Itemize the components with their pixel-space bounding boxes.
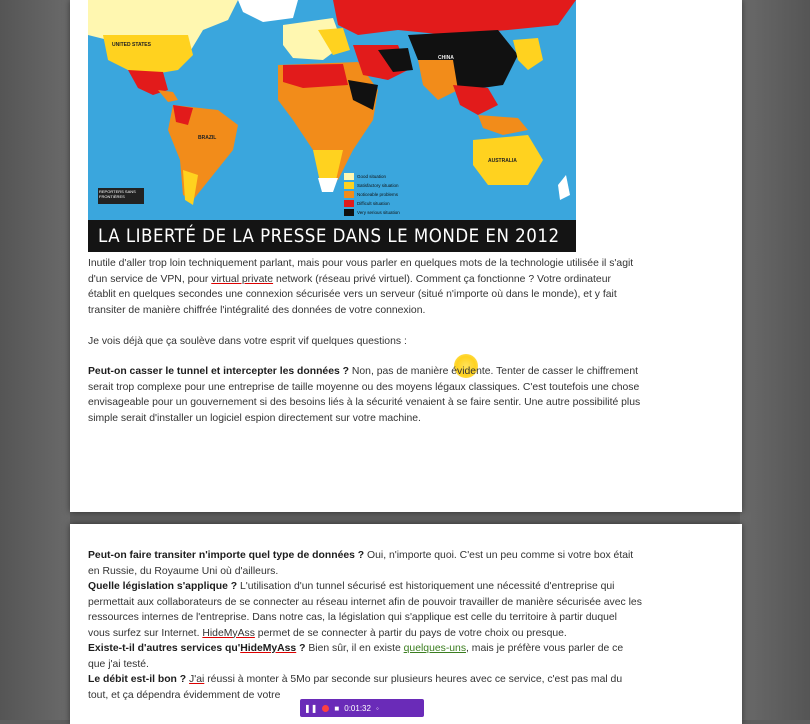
- paragraph-vpn-intro: Inutile d'aller trop loin techniquement parlant, mais pour vous parler en quelques mots de la technologie utilisée il s'agit d'un service de VPN, pour virtual private network (réseau privé virtuel). Comment ça fonctionne ? Votre ordinateur établit en quelques secondes une connexion sécurisée vers un serveur (situé n'importe où dans le monde), et y fait transiter de manière chiffrée l'intégralité des données de votre connexion.: [88, 258, 634, 316]
- world-map-graphic: [88, 0, 576, 252]
- label-australia: AUSTRALIA: [488, 158, 517, 164]
- paragraph-questions-intro: Je vois déjà que ça soulève dans votre esprit vif quelques questions :: [88, 336, 407, 347]
- legend-item: Noticeable problems: [344, 190, 448, 198]
- virtual-private-link[interactable]: virtual private: [211, 273, 274, 285]
- legend-item: Difficult situation: [344, 199, 448, 207]
- document-page-2: [70, 524, 742, 724]
- map-legend: [344, 172, 448, 217]
- hidemyass-link[interactable]: HideMyAss: [202, 627, 255, 639]
- hidemyass-link-2[interactable]: HideMyAss: [240, 643, 297, 654]
- jai-link: J'ai: [189, 674, 205, 685]
- label-brazil: BRAZIL: [198, 135, 217, 141]
- label-china: CHINA: [438, 55, 454, 61]
- pause-icon[interactable]: ❚❚: [304, 703, 318, 713]
- faq-section: Peut-on faire transiter n'importe quel type de données ? Oui, n'importe quoi. C'est un peu comme si votre box était en Russie, du Royaume Uni où d'ailleurs. Quelle législation s'applique ? L'utilisation d'un tunnel sécurisé est historiquement une nécessité d'entreprise qui permettait aux collaborateurs de se connecter au réseau internet afin de pouvoir travailler de manière sécurisée avec les ressources internes de l'entreprise. Dans notre cas, la législation qui s'applique est celle du territoire à partir duquel vous surfez sur Internet. HideMyAss permet de se connecter à partir du pays de votre choix ou presque. Existe-t-il d'autres services qu'HideMyAss ? Bien sûr, il en existe quelques-uns, mais je préfère vous parler de ce que j'ai testé. Le débit est-il bon ? J'ai réussi à monter à 5Mo par seconde sur plusieurs heures avec ce service, c'est pas mal du tout, et ça dépendra évidemment de votre: [88, 550, 642, 701]
- right-gutter: [740, 0, 810, 720]
- label-united-states: UNITED STATES: [112, 42, 151, 48]
- menu-icon[interactable]: ◦: [375, 703, 379, 713]
- recording-timer: 0:01:32: [344, 703, 371, 713]
- paragraph-tunnel: Peut-on casser le tunnel et intercepter les données ? Non, pas de manière évidente. Tenter de casser le chiffrement serait trop complexe pour une entreprise de taille moyenne ou des moyens légaux classiques. C'est toutefois une chose envisageable pour un gouvernement si des besoins liés à la sécurité venaient à se faire sentir. Une autre possibilité plus simple serait d'installer un logiciel espion directement sur votre machine.: [88, 366, 641, 424]
- record-icon[interactable]: [322, 705, 329, 712]
- map-banner-title: LA LIBERTÉ DE LA PRESSE DANS LE MONDE EN 2012: [88, 220, 576, 252]
- left-gutter: [0, 0, 70, 720]
- stop-icon[interactable]: ■: [334, 703, 340, 713]
- document-page-1: [70, 0, 742, 512]
- screen-recorder-bar[interactable]: [300, 699, 424, 717]
- quelques-uns-link[interactable]: quelques-uns: [403, 643, 467, 654]
- legend-item: Satisfactory situation: [344, 181, 448, 189]
- legend-item: Very serious situation: [344, 208, 448, 216]
- press-freedom-map-image: [88, 0, 576, 252]
- legend-item: Good situation: [344, 172, 448, 180]
- rsf-logo: REPORTERS SANS FRONTIÈRES: [98, 188, 144, 204]
